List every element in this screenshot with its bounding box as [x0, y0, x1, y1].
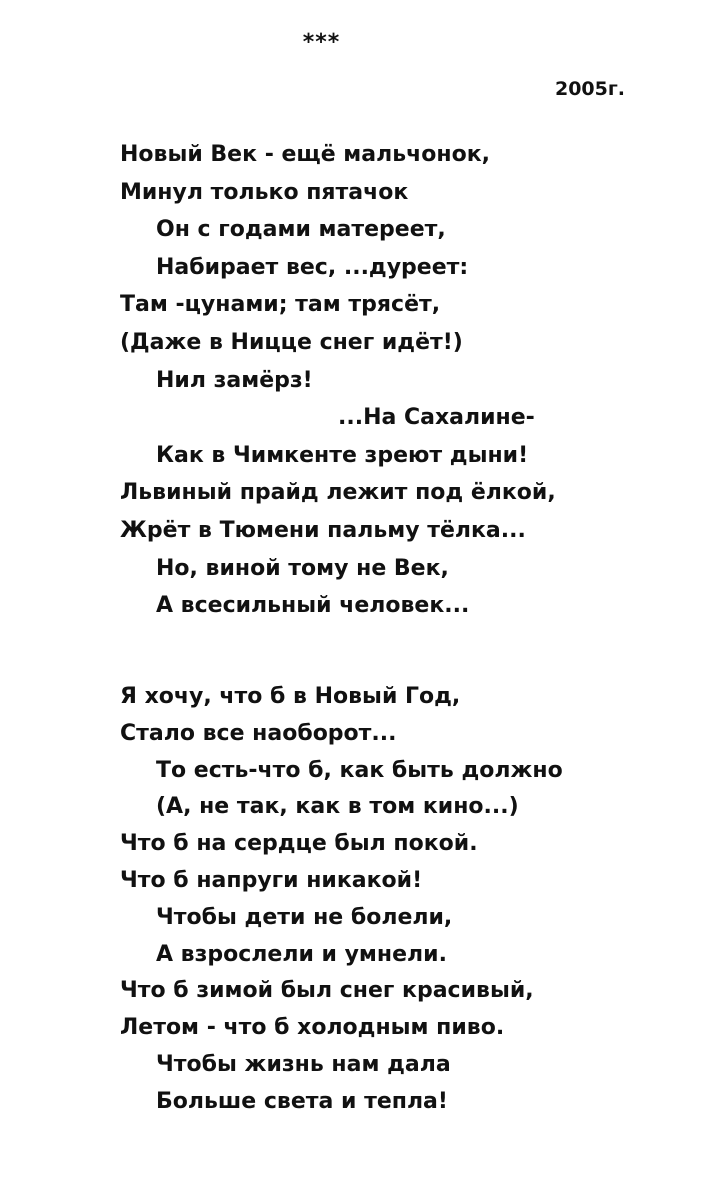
poem-line: Он с годами матереет,: [156, 217, 446, 243]
poem-line: (Даже в Ницце снег идёт!): [120, 329, 463, 355]
poem-line: Набирает вес, ...дуреет:: [156, 254, 469, 280]
poem-line: То есть-что б, как быть должно: [156, 757, 563, 783]
poem-line: Львиный прайд лежит под ёлкой,: [120, 480, 556, 506]
poem-line: А взрослели и умнели.: [156, 941, 447, 967]
poem-line: Там -цунами; там трясёт,: [120, 292, 441, 318]
poem-line: Нил замёрз!: [156, 367, 313, 393]
poem-line: Я хочу, что б в Новый Год,: [120, 684, 461, 709]
poem-line: Больше света и тепла!: [156, 1088, 448, 1114]
poem-line: А всесильный человек...: [156, 593, 470, 619]
poem-year: 2005г.: [554, 78, 625, 100]
poem-line: Жрёт в Тюмени пальму тёлка...: [120, 517, 526, 543]
poem-line: Минул только пятачок: [120, 179, 409, 205]
poem-line: (А, не так, как в том кино...): [156, 794, 519, 820]
poem-heading: ***: [302, 30, 341, 55]
poem-line: Новый Век - ещё мальчонок,: [120, 142, 490, 167]
poem-line: Стало все наоборот...: [120, 720, 397, 746]
poem-line: Как в Чимкенте зреют дыни!: [156, 442, 529, 468]
poem-line: ...На Сахалине-: [338, 405, 535, 431]
poem-line: Что б напруги никакой!: [120, 867, 423, 893]
poem-line: Чтобы жизнь нам дала: [156, 1051, 451, 1077]
poem-line: Что б зимой был снег красивый,: [120, 978, 534, 1004]
poem-line: Чтобы дети не болели,: [156, 904, 453, 930]
poem-line: Летом - что б холодным пиво.: [120, 1015, 505, 1041]
poem-line: Что б на сердце был покой.: [120, 831, 478, 857]
stanza-2: [120, 679, 680, 1121]
poem-line: Но, виной тому не Век,: [156, 555, 449, 581]
stanza-1: [120, 136, 680, 625]
